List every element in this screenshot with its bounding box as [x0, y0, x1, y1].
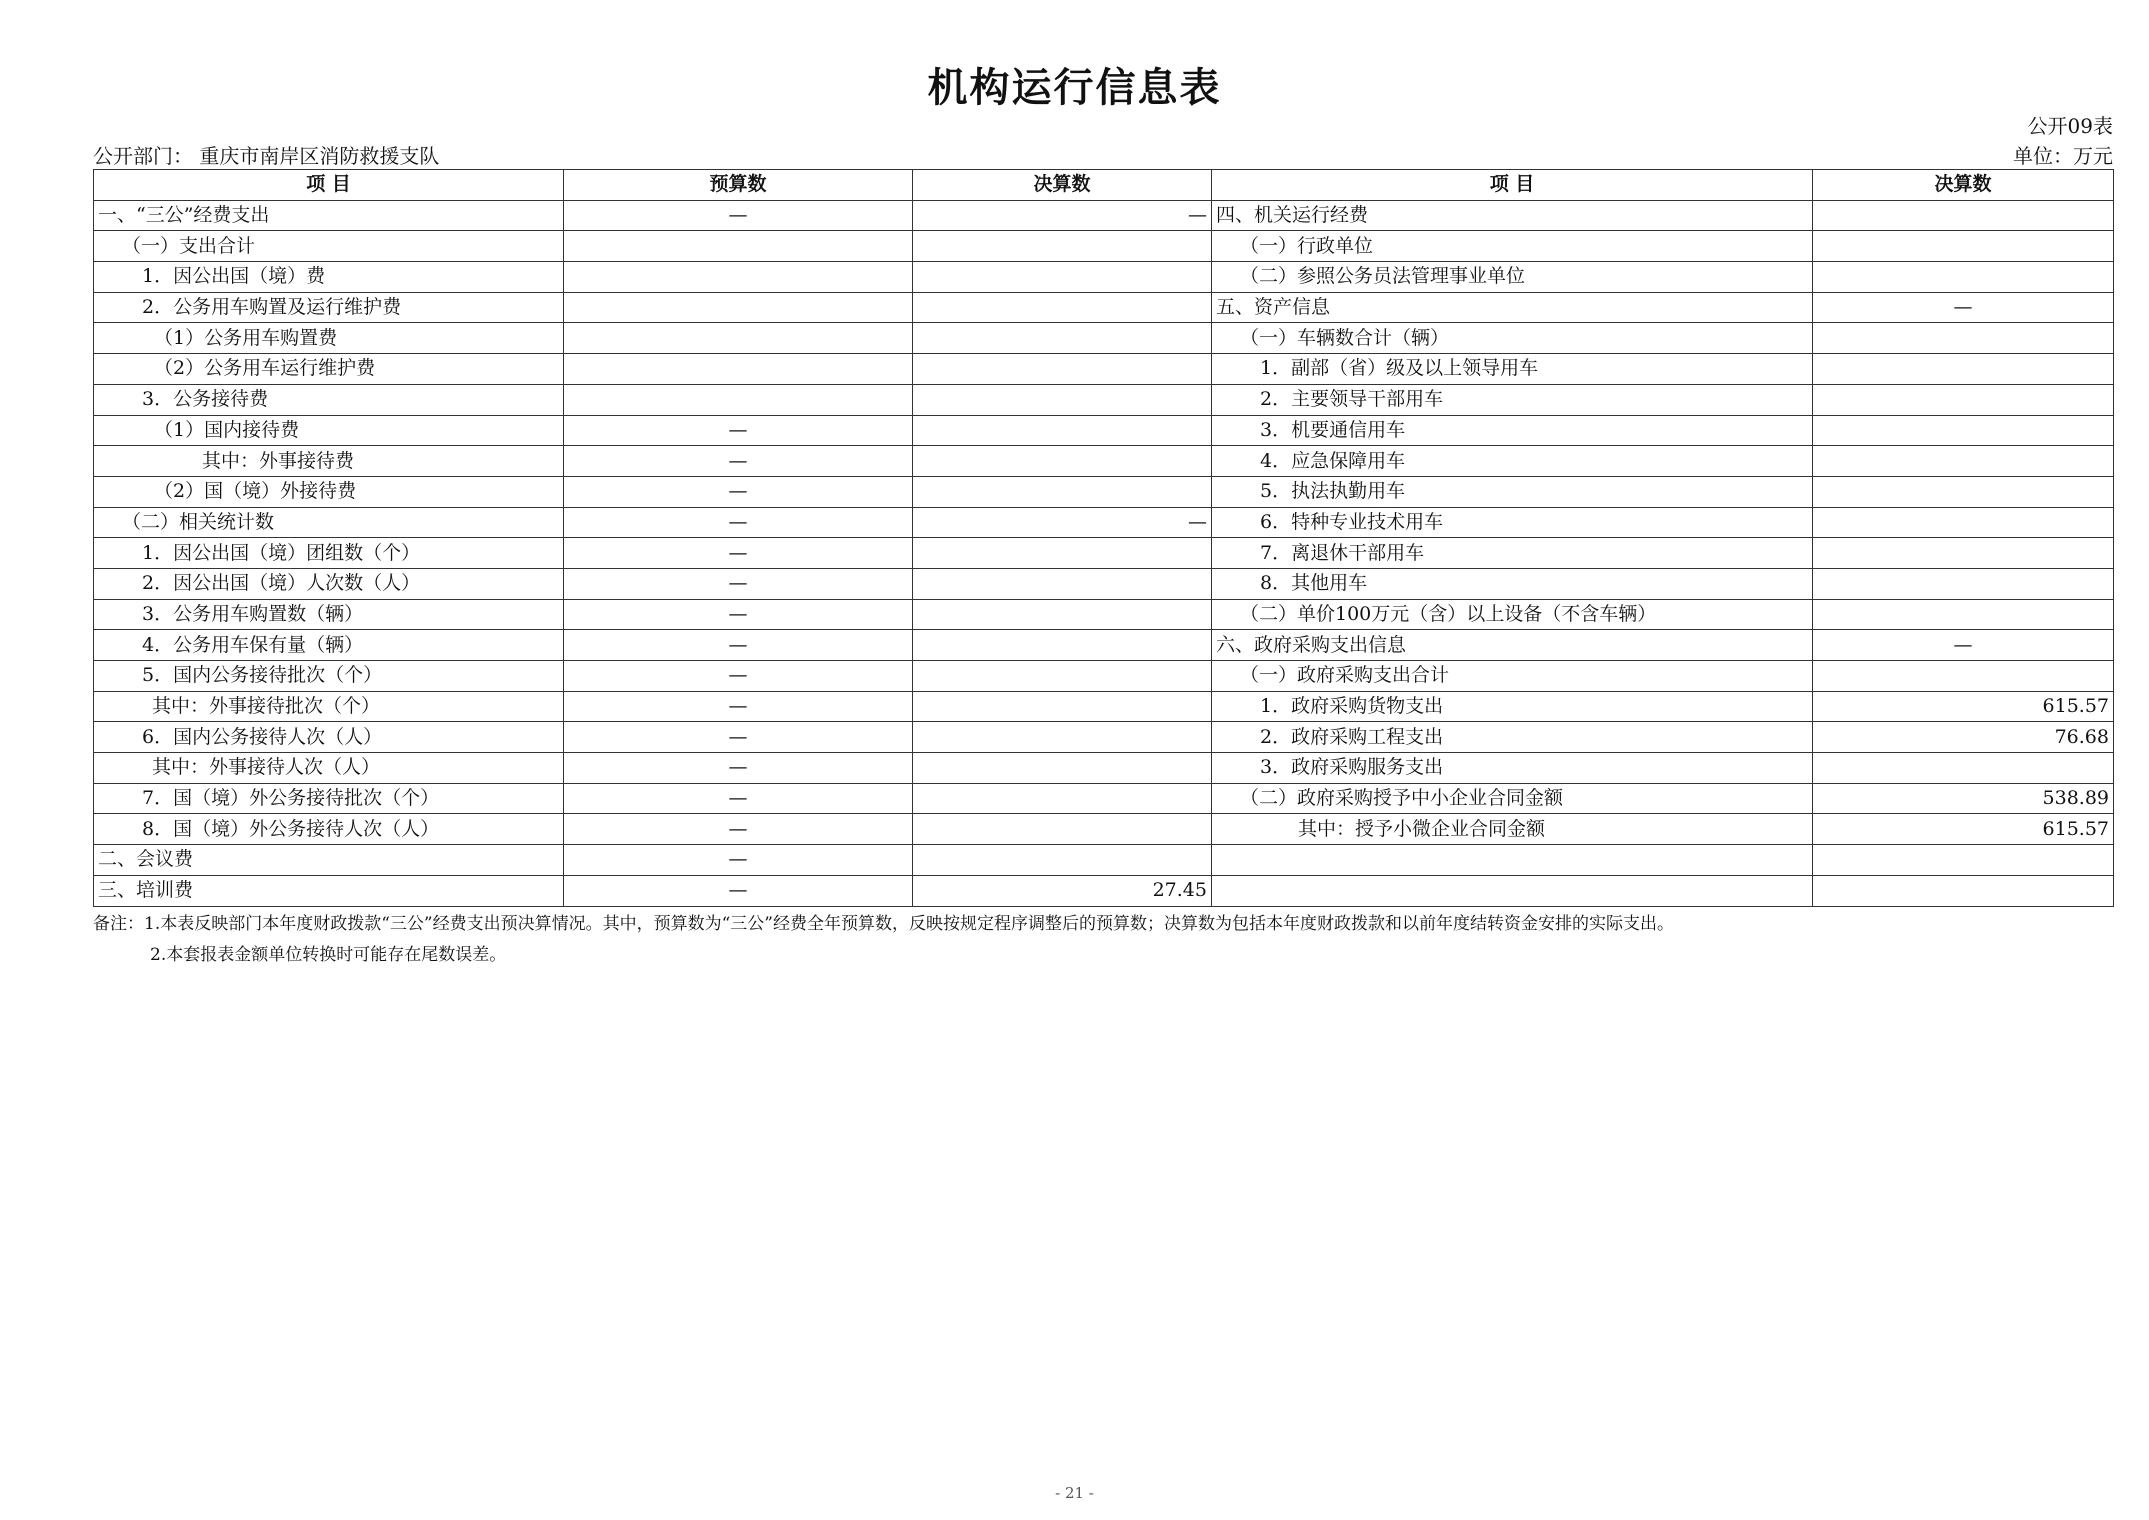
row-final-right	[1813, 415, 2114, 446]
page-number: - 21 -	[1055, 1484, 1094, 1502]
row-final-right: 615.57	[1813, 691, 2114, 722]
row-final-left	[913, 446, 1212, 477]
row-final-right	[1813, 661, 2114, 692]
row-final-left	[913, 630, 1212, 661]
row-final-left	[913, 292, 1212, 323]
row-item-left: 6．国内公务接待人次（人）	[94, 722, 564, 753]
row-item-left: 一、“三公”经费支出	[94, 200, 564, 231]
row-final-right	[1813, 200, 2114, 231]
table-row	[94, 630, 2114, 661]
row-item-left: 其中：外事接待费	[94, 446, 564, 477]
row-final-right	[1813, 323, 2114, 354]
row-final-left: —	[913, 200, 1212, 231]
row-item-left: （二）相关统计数	[94, 507, 564, 538]
row-item-right	[1212, 845, 1813, 876]
row-final-left: —	[913, 507, 1212, 538]
row-final-right: 76.68	[1813, 722, 2114, 753]
row-final-left	[913, 538, 1212, 569]
row-final-right	[1813, 507, 2114, 538]
table-row	[94, 354, 2114, 385]
row-final-right	[1813, 384, 2114, 415]
row-budget: —	[564, 568, 913, 599]
row-item-right: 2．主要领导干部用车	[1212, 384, 1813, 415]
row-budget	[564, 384, 913, 415]
row-item-right: （一）政府采购支出合计	[1212, 661, 1813, 692]
row-final-right: —	[1813, 292, 2114, 323]
table-row	[94, 384, 2114, 415]
row-budget: —	[564, 446, 913, 477]
row-item-right: 六、政府采购支出信息	[1212, 630, 1813, 661]
table-row	[94, 476, 2114, 507]
table-row	[94, 507, 2114, 538]
row-final-right: 615.57	[1813, 814, 2114, 845]
row-budget	[564, 354, 913, 385]
table-row	[94, 415, 2114, 446]
row-item-right: 7．离退休干部用车	[1212, 538, 1813, 569]
row-final-left	[913, 384, 1212, 415]
row-item-right: 1．政府采购货物支出	[1212, 691, 1813, 722]
header-final-left: 决算数	[913, 170, 1212, 201]
row-budget	[564, 231, 913, 262]
row-budget: —	[564, 630, 913, 661]
row-final-left	[913, 845, 1212, 876]
row-budget: —	[564, 476, 913, 507]
row-budget: —	[564, 691, 913, 722]
row-final-left	[913, 783, 1212, 814]
row-final-left	[913, 814, 1212, 845]
table-row	[94, 783, 2114, 814]
table-row	[94, 231, 2114, 262]
row-budget: —	[564, 507, 913, 538]
row-budget: —	[564, 845, 913, 876]
row-item-right: 2．政府采购工程支出	[1212, 722, 1813, 753]
row-item-right	[1212, 875, 1813, 906]
info-table	[93, 169, 2114, 907]
row-item-right: 6．特种专业技术用车	[1212, 507, 1813, 538]
row-item-left: （2）公务用车运行维护费	[94, 354, 564, 385]
row-final-right	[1813, 354, 2114, 385]
footnote-2: 2.本套报表金额单位转换时可能存在尾数误差。	[150, 945, 507, 965]
row-item-left: 其中：外事接待批次（个）	[94, 691, 564, 722]
row-item-right: 其中：授予小微企业合同金额	[1212, 814, 1813, 845]
row-final-left	[913, 476, 1212, 507]
row-budget	[564, 292, 913, 323]
row-item-left: 2．公务用车购置及运行维护费	[94, 292, 564, 323]
row-final-right: 538.89	[1813, 783, 2114, 814]
row-item-right: （二）参照公务员法管理事业单位	[1212, 262, 1813, 293]
unit-label: 单位：万元	[2013, 144, 2113, 168]
row-final-left	[913, 415, 1212, 446]
row-item-left: 1．因公出国（境）团组数（个）	[94, 538, 564, 569]
row-final-right	[1813, 875, 2114, 906]
row-item-left: 8．国（境）外公务接待人次（人）	[94, 814, 564, 845]
row-final-right	[1813, 538, 2114, 569]
row-budget: —	[564, 661, 913, 692]
row-budget: —	[564, 599, 913, 630]
table-row	[94, 875, 2114, 906]
row-item-right: （一）行政单位	[1212, 231, 1813, 262]
table-row	[94, 845, 2114, 876]
row-budget: —	[564, 814, 913, 845]
row-item-left: （1）国内接待费	[94, 415, 564, 446]
form-number: 公开09表	[2027, 114, 2113, 138]
row-final-right	[1813, 446, 2114, 477]
row-item-right: 8．其他用车	[1212, 568, 1813, 599]
row-final-right	[1813, 231, 2114, 262]
row-final-left: 27.45	[913, 875, 1212, 906]
row-final-left	[913, 568, 1212, 599]
row-final-left	[913, 691, 1212, 722]
table-row	[94, 599, 2114, 630]
header-item-right: 项 目	[1212, 170, 1813, 201]
row-item-right: 5．执法执勤用车	[1212, 476, 1813, 507]
row-item-left: 三、培训费	[94, 875, 564, 906]
row-item-left: 二、会议费	[94, 845, 564, 876]
table-row	[94, 722, 2114, 753]
row-item-left: 7．国（境）外公务接待批次（个）	[94, 783, 564, 814]
row-item-right: 1．副部（省）级及以上领导用车	[1212, 354, 1813, 385]
row-budget: —	[564, 538, 913, 569]
table-row	[94, 292, 2114, 323]
row-item-right: （二）政府采购授予中小企业合同金额	[1212, 783, 1813, 814]
table-row	[94, 323, 2114, 354]
row-item-left: （一）支出合计	[94, 231, 564, 262]
row-final-right	[1813, 753, 2114, 784]
table-row	[94, 538, 2114, 569]
row-final-right: —	[1813, 630, 2114, 661]
department-label: 公开部门： 重庆市南岸区消防救援支队	[93, 144, 440, 168]
table-row	[94, 691, 2114, 722]
row-item-left: 4．公务用车保有量（辆）	[94, 630, 564, 661]
table-row	[94, 661, 2114, 692]
footnote-1: 备注：1.本表反映部门本年度财政拨款“三公”经费支出预决算情况。其中，预算数为“三公”经费全年预算数，反映按规定程序调整后的预算数；决算数为包括本年度财政拨款和以前年度结转资金安排的实际支出。	[93, 914, 1674, 934]
table-row	[94, 200, 2114, 231]
row-final-left	[913, 753, 1212, 784]
row-budget	[564, 262, 913, 293]
table-row	[94, 568, 2114, 599]
row-final-left	[913, 722, 1212, 753]
header-budget: 预算数	[564, 170, 913, 201]
row-item-right: 3．政府采购服务支出	[1212, 753, 1813, 784]
header-final-right: 决算数	[1813, 170, 2114, 201]
row-final-right	[1813, 262, 2114, 293]
row-item-right: 3．机要通信用车	[1212, 415, 1813, 446]
row-budget	[564, 323, 913, 354]
row-item-left: （1）公务用车购置费	[94, 323, 564, 354]
row-final-left	[913, 599, 1212, 630]
row-budget: —	[564, 200, 913, 231]
row-item-left: 3．公务接待费	[94, 384, 564, 415]
row-budget: —	[564, 415, 913, 446]
table-row	[94, 753, 2114, 784]
row-item-left: （2）国（境）外接待费	[94, 476, 564, 507]
header-item-left: 项 目	[94, 170, 564, 201]
row-final-left	[913, 262, 1212, 293]
row-budget: —	[564, 875, 913, 906]
row-final-right	[1813, 845, 2114, 876]
row-item-right: （二）单价100万元（含）以上设备（不含车辆）	[1212, 599, 1813, 630]
row-final-right	[1813, 568, 2114, 599]
row-budget: —	[564, 753, 913, 784]
table-header-row	[94, 170, 2114, 201]
row-final-right	[1813, 599, 2114, 630]
row-item-left: 2．因公出国（境）人次数（人）	[94, 568, 564, 599]
row-item-right: （一）车辆数合计（辆）	[1212, 323, 1813, 354]
page-title: 机构运行信息表	[927, 65, 1222, 111]
row-item-right: 4．应急保障用车	[1212, 446, 1813, 477]
row-final-left	[913, 661, 1212, 692]
row-final-left	[913, 354, 1212, 385]
row-item-left: 5．国内公务接待批次（个）	[94, 661, 564, 692]
row-budget: —	[564, 722, 913, 753]
row-item-left: 1．因公出国（境）费	[94, 262, 564, 293]
table-row	[94, 814, 2114, 845]
row-final-left	[913, 323, 1212, 354]
row-item-left: 3．公务用车购置数（辆）	[94, 599, 564, 630]
row-item-right: 四、机关运行经费	[1212, 200, 1813, 231]
row-budget: —	[564, 783, 913, 814]
table-row	[94, 446, 2114, 477]
row-item-right: 五、资产信息	[1212, 292, 1813, 323]
row-final-right	[1813, 476, 2114, 507]
row-item-left: 其中：外事接待人次（人）	[94, 753, 564, 784]
row-final-left	[913, 231, 1212, 262]
table-row	[94, 262, 2114, 293]
